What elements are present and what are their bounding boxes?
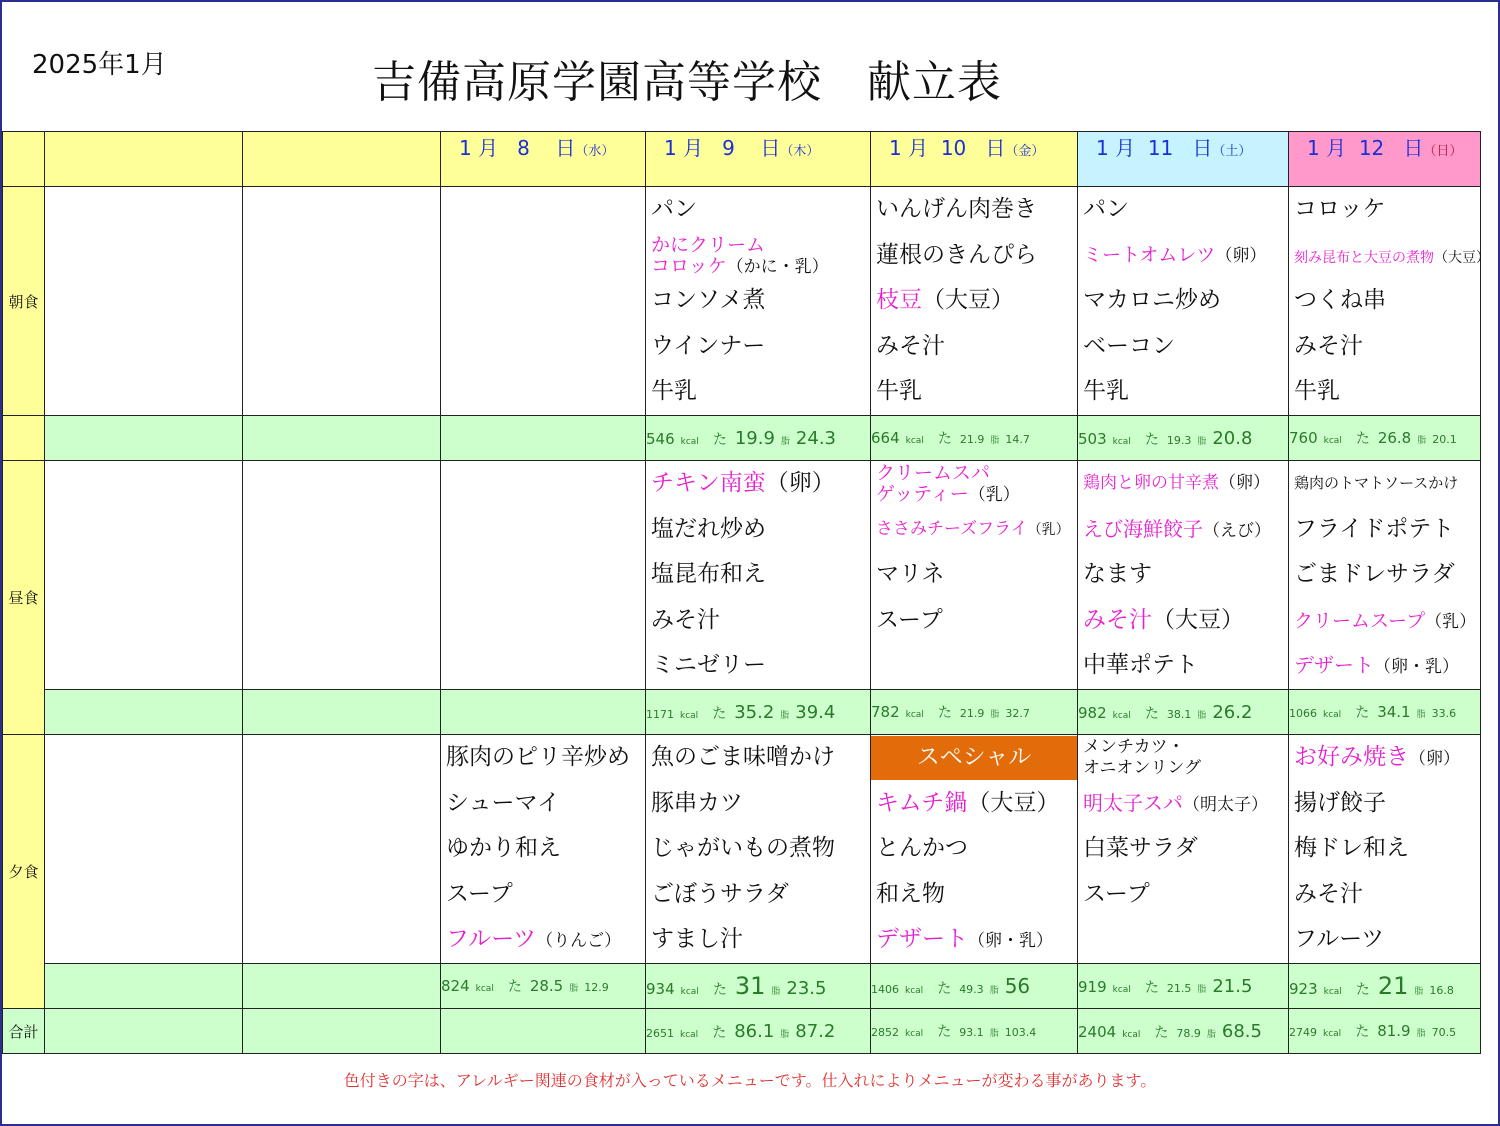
menu-table — [2, 131, 1490, 1054]
total-label: 合計 — [3, 1009, 45, 1054]
empty-cell — [45, 187, 243, 416]
breakfast-label: 朝食 — [3, 187, 45, 416]
menu-item: 塩昆布和え — [651, 561, 766, 587]
breakfast-nutrition-row — [3, 416, 1481, 461]
lunch-jan-9 — [646, 461, 871, 690]
menu-item: 牛乳 — [1083, 378, 1129, 404]
menu-item: 魚のごま味噌かけ — [651, 744, 835, 770]
menu-item: デザート（卵・乳） — [876, 926, 1053, 952]
menu-item: とんかつ — [876, 835, 968, 861]
date-header-jan-8: 1 月 8 日（水） — [441, 132, 646, 187]
dinner-jan-8 — [441, 735, 646, 964]
empty-cell — [243, 461, 441, 690]
nutrition-jan-11: 503 kcal た 19.3 脂 20.8 — [1078, 416, 1289, 461]
dinner-jan-11 — [1078, 735, 1289, 964]
menu-item: 蓮根のきんぴら — [876, 241, 1037, 268]
empty-cell — [45, 1009, 243, 1054]
menu-item: 揚げ餃子 — [1294, 789, 1386, 816]
empty-cell — [243, 964, 441, 1009]
menu-item: 牛乳 — [876, 378, 922, 404]
menu-item: コンソメ煮 — [651, 287, 766, 313]
empty-header-cell — [243, 132, 441, 187]
menu-item: お好み焼き（卵） — [1294, 744, 1460, 770]
date-header-jan-12: 1 月 12 日（日） — [1289, 132, 1481, 187]
menu-item: 鶏肉と卵の甘辛煮（卵） — [1083, 473, 1270, 493]
menu-item: 鶏肉のトマトソースかけ — [1294, 474, 1459, 492]
empty-header-cell — [45, 132, 243, 187]
total-jan-9: 2651 kcal た 86.1 脂 87.2 — [646, 1009, 871, 1054]
menu-item: つくね串 — [1294, 287, 1386, 313]
dinner-label: 夕食 — [3, 735, 45, 1009]
menu-item: クリームスパ ゲッティー（乳） — [876, 462, 1020, 505]
menu-item: じゃがいもの煮物 — [651, 835, 835, 861]
allergy-note: 色付きの字は、アレルギー関連の食材が入っているメニューです。仕入れによりメニューが変わる事があります。 — [343, 1071, 1157, 1090]
lunch-row — [3, 461, 1481, 690]
nutrition-jan-12: 1066 kcal た 34.1 脂 33.6 — [1289, 690, 1481, 735]
lunch-nutrition-row — [3, 690, 1481, 735]
nutrition-jan-10: 664 kcal た 21.9 脂 14.7 — [871, 416, 1078, 461]
menu-item: 豚串カツ — [651, 789, 743, 816]
menu-item: いんげん肉巻き — [876, 196, 1037, 222]
nutrition-jan-8: 824 kcal た 28.5 脂 12.9 — [441, 964, 646, 1009]
menu-item: パン — [651, 196, 697, 222]
menu-item: スープ — [876, 606, 943, 633]
menu-item: ささみチーズフライ（乳） — [876, 518, 1070, 539]
menu-item: 明太子スパ（明太子） — [1083, 790, 1268, 815]
menu-item: スープ — [1083, 880, 1150, 907]
menu-item: ミートオムレツ（卵） — [1083, 243, 1267, 266]
empty-cell — [441, 461, 646, 690]
menu-item: クリームスープ（乳） — [1294, 609, 1477, 632]
nutrition-jan-11: 919 kcal た 21.5 脂 21.5 — [1078, 964, 1289, 1009]
dinner-jan-9 — [646, 735, 871, 964]
nutrition-jan-10: 782 kcal た 21.9 脂 32.7 — [871, 690, 1078, 735]
lunch-jan-12 — [1289, 461, 1481, 690]
menu-item: 梅ドレ和え — [1294, 835, 1409, 861]
menu-item: かにクリーム コロッケ（かに・乳） — [651, 233, 829, 277]
menu-item: デザート（卵・乳） — [1294, 653, 1459, 677]
menu-item: 中華ポテト — [1083, 652, 1198, 678]
total-jan-12: 2749 kcal た 81.9 脂 70.5 — [1289, 1009, 1481, 1054]
empty-cell — [441, 1009, 646, 1054]
lunch-label: 昼食 — [3, 461, 45, 735]
empty-cell — [45, 416, 243, 461]
menu-item: キムチ鍋（大豆） — [876, 789, 1060, 816]
menu-item: みそ汁 — [1294, 332, 1363, 359]
empty-cell — [441, 690, 646, 735]
empty-cell — [45, 964, 243, 1009]
menu-item: フルーツ（りんご） — [446, 926, 622, 952]
date-header-jan-11: 1 月 11 日（土） — [1078, 132, 1289, 187]
month-label: 2025年1月 — [32, 50, 167, 80]
nutrition-label-cell — [3, 416, 45, 461]
total-jan-11: 2404 kcal た 78.9 脂 68.5 — [1078, 1009, 1289, 1054]
breakfast-row — [3, 187, 1481, 416]
menu-item: チキン南蛮（卵） — [651, 470, 835, 496]
empty-cell — [45, 461, 243, 690]
menu-item: すまし汁 — [651, 926, 743, 952]
menu-item: ベーコン — [1083, 332, 1175, 359]
menu-item: ごまドレサラダ — [1294, 561, 1455, 587]
nutrition-jan-12: 760 kcal た 26.8 脂 20.1 — [1289, 416, 1481, 461]
date-header-row — [3, 132, 1481, 187]
menu-item: 牛乳 — [1294, 378, 1340, 404]
menu-item: フルーツ — [1294, 926, 1385, 952]
breakfast-jan-11 — [1078, 187, 1289, 416]
menu-item: スープ — [446, 880, 513, 907]
dinner-row — [3, 735, 1481, 964]
corner-cell — [3, 132, 45, 187]
menu-item: マカロニ炒め — [1083, 287, 1221, 313]
date-header-jan-10: 1 月 10 日（金） — [871, 132, 1078, 187]
empty-cell — [441, 187, 646, 416]
menu-item: みそ汁 — [876, 332, 945, 359]
menu-item: みそ汁 — [651, 606, 720, 633]
menu-item: ごぼうサラダ — [651, 880, 789, 907]
menu-item: ゆかり和え — [446, 835, 561, 861]
menu-item: みそ汁（大豆） — [1083, 606, 1244, 633]
empty-cell — [45, 690, 243, 735]
total-jan-10: 2852 kcal た 93.1 脂 103.4 — [871, 1009, 1078, 1054]
breakfast-jan-10 — [871, 187, 1078, 416]
menu-item: コロッケ — [1294, 196, 1386, 222]
menu-item: 塩だれ炒め — [651, 515, 766, 542]
empty-cell — [45, 735, 243, 964]
menu-item: なます — [1083, 561, 1152, 587]
menu-item: 白菜サラダ — [1083, 835, 1198, 861]
nutrition-jan-11: 982 kcal た 38.1 脂 26.2 — [1078, 690, 1289, 735]
nutrition-jan-9: 546 kcal た 19.9 脂 24.3 — [646, 416, 871, 461]
menu-item: マリネ — [876, 561, 945, 587]
menu-item: みそ汁 — [1294, 880, 1363, 907]
menu-item: ミニゼリー — [651, 652, 766, 678]
empty-cell — [243, 416, 441, 461]
nutrition-jan-9: 1171 kcal た 35.2 脂 39.4 — [646, 690, 871, 735]
breakfast-jan-12 — [1289, 187, 1490, 416]
menu-item: 豚肉のピリ辛炒め — [446, 744, 630, 770]
empty-cell — [243, 187, 441, 416]
empty-cell — [243, 690, 441, 735]
page-title: 吉備高原学園高等学校 献立表 — [372, 57, 1002, 108]
menu-item: 牛乳 — [651, 378, 697, 404]
dinner-jan-12 — [1289, 735, 1481, 964]
dinner-jan-10 — [871, 735, 1078, 964]
lunch-jan-10 — [871, 461, 1078, 690]
nutrition-jan-10: 1406 kcal た 49.3 脂 56 — [871, 964, 1078, 1009]
empty-cell — [441, 416, 646, 461]
menu-item: えび海鮮餃子（えび） — [1083, 516, 1271, 541]
empty-cell — [243, 735, 441, 964]
menu-item: 枝豆（大豆） — [876, 287, 1014, 313]
menu-item: 和え物 — [876, 880, 945, 907]
menu-item: シューマイ — [446, 789, 561, 816]
menu-item: ウインナー — [651, 332, 766, 359]
breakfast-jan-9 — [646, 187, 871, 416]
empty-cell — [243, 1009, 441, 1054]
dinner-nutrition-row — [3, 964, 1481, 1009]
nutrition-jan-12: 923 kcal た 21 脂 16.8 — [1289, 964, 1481, 1009]
special-badge: スペシャル — [871, 736, 1077, 780]
nutrition-jan-9: 934 kcal た 31 脂 23.5 — [646, 964, 871, 1009]
menu-item: 刻み昆布と大豆の煮物（大豆） — [1294, 249, 1490, 266]
total-row — [3, 1009, 1481, 1054]
lunch-jan-11 — [1078, 461, 1289, 690]
date-header-jan-9: 1 月 9 日（木） — [646, 132, 871, 187]
menu-item: パン — [1083, 196, 1129, 222]
menu-item: メンチカツ・ オニオンリング — [1083, 737, 1201, 778]
menu-item: フライドポテト — [1294, 515, 1455, 542]
